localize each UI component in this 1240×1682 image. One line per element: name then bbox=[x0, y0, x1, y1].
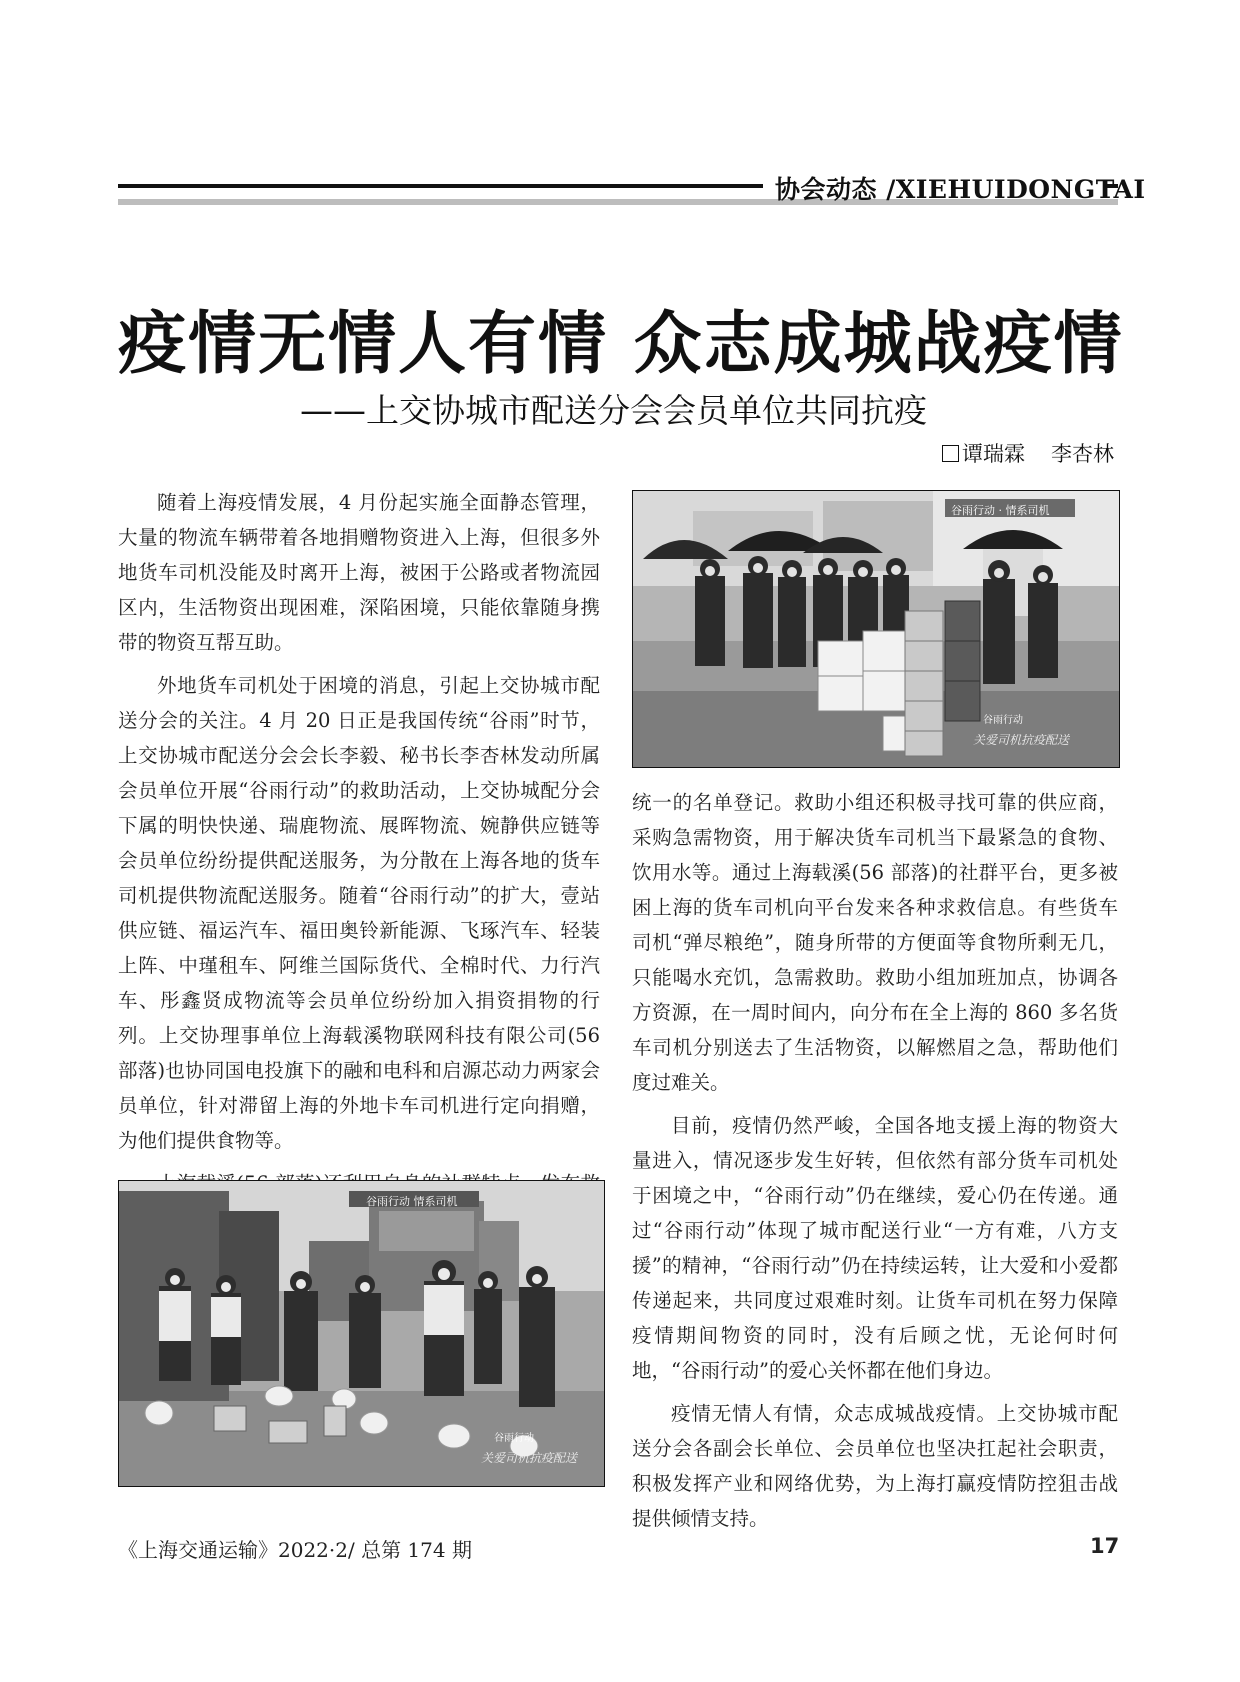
author-name: 谭瑞霖 bbox=[962, 442, 1025, 466]
author-name: 李杏林 bbox=[1051, 442, 1114, 466]
photo-mark: 谷雨行动 bbox=[494, 1433, 534, 1444]
photo-banner: 谷雨行动 · 情系司机 bbox=[951, 504, 1050, 517]
paragraph: 统一的名单登记。救助小组还积极寻找可靠的供应商，采购急需物资，用于解决货车司机当下最紧急的食物、饮用水等。通过上海载溪(56 部落)的社群平台，更多被困上海的货车司机向平台发来各种求救信息。有些货车司机“弹尽粮绝”，随身所带的方便面等食物所剩无几，只能喝水充饥，急需救助。救助小组加班加点，协调各方资源，在一周时间内，向分布在全上海的 860 多名货车司机分别送去了生活物资，以解燃眉之急，帮助他们度过难关。 bbox=[632, 791, 1118, 1094]
photo-banner: 谷雨行动 情系司机 bbox=[366, 1195, 458, 1208]
page-number: 17 bbox=[1090, 1534, 1120, 1558]
journal-footer: 《上海交通运输》2022·2/ 总第 174 期 bbox=[118, 1538, 472, 1562]
section-label: 协会动态 /XIEHUIDONGTAI bbox=[775, 175, 1146, 204]
right-column bbox=[632, 785, 1118, 1536]
paragraph: 疫情无情人有情，众志成城战疫情。上交协城市配送分会各副会长单位、会员单位也坚决扛起社会职责，积极发挥产业和网络优势，为上海打赢疫情防控狙击战提供倾情支持。 bbox=[632, 1402, 1118, 1530]
photo-stamp: 关爱司机抗疫配送 bbox=[481, 1451, 578, 1465]
photo-donation-illustration bbox=[633, 491, 1119, 767]
paragraph: 随着上海疫情发展，4 月份起实施全面静态管理，大量的物流车辆带着各地捐赠物资进入上海，但很多外地货车司机没能及时离开上海，被困于公路或者物流园区内，生活物资出现困难，深陷困境，只能依靠随身携带的物资互帮互助。 bbox=[118, 491, 600, 654]
paragraph: 目前，疫情仍然严峻，全国各地支援上海的物资大量进入，情况逐步发生好转，但依然有部分货车司机处于困境之中，“谷雨行动”仍在继续，爱心仍在传递。通过“谷雨行动”体现了城市配送行业“一方有难，八方支援”的精神，“谷雨行动”仍在持续运转，让大爱和小爱都传递起来，共同度过艰难时刻。让货车司机在努力保障疫情期间物资的同时，没有后顾之忧，无论何时何地，“谷雨行动”的爱心关怀都在他们身边。 bbox=[632, 1114, 1118, 1382]
article-subtitle: ——上交协城市配送分会会员单位共同抗疫 bbox=[300, 391, 927, 430]
photo-donation-umbrellas bbox=[632, 490, 1120, 768]
byline-box-icon bbox=[942, 445, 959, 462]
photo-drivers-trucks bbox=[118, 1180, 605, 1487]
left-column bbox=[118, 485, 600, 1236]
header-rule bbox=[118, 184, 763, 188]
byline bbox=[942, 438, 1114, 468]
photo-stamp: 关爱司机抗疫配送 bbox=[973, 733, 1070, 747]
article-title: 疫情无情人有情 众志成城战疫情 bbox=[118, 304, 1124, 384]
paragraph: 外地货车司机处于困境的消息，引起上交协城市配送分会的关注。4 月 20 日正是我国传统“谷雨”时节，上交协城市配送分会会长李毅、秘书长李杏林发动所属会员单位开展“谷雨行动”的救助活动，上交协城配分会下属的明快快递、瑞鹿物流、展晖物流、婉静供应链等会员单位纷纷提供配送服务，为分散在上海各地的货车司机提供物流配送服务。随着“谷雨行动”的扩大，壹站供应链、福运汽车、福田奥铃新能源、飞琢汽车、轻装上阵、中瑾租车、阿维兰国际货代、全棉时代、力行汽车、彤鑫贤成物流等会员单位纷纷加入捐资捐物的行列。上交协理事单位上海载溪物联网科技有限公司(56 部落)也协同国电投旗下的融和电科和启源芯动力两家会员单位，针对滞留上海的外地卡车司机进行定向捐赠，为他们提供食物等。 bbox=[118, 674, 600, 1152]
photo-mark: 谷雨行动 bbox=[983, 715, 1023, 726]
